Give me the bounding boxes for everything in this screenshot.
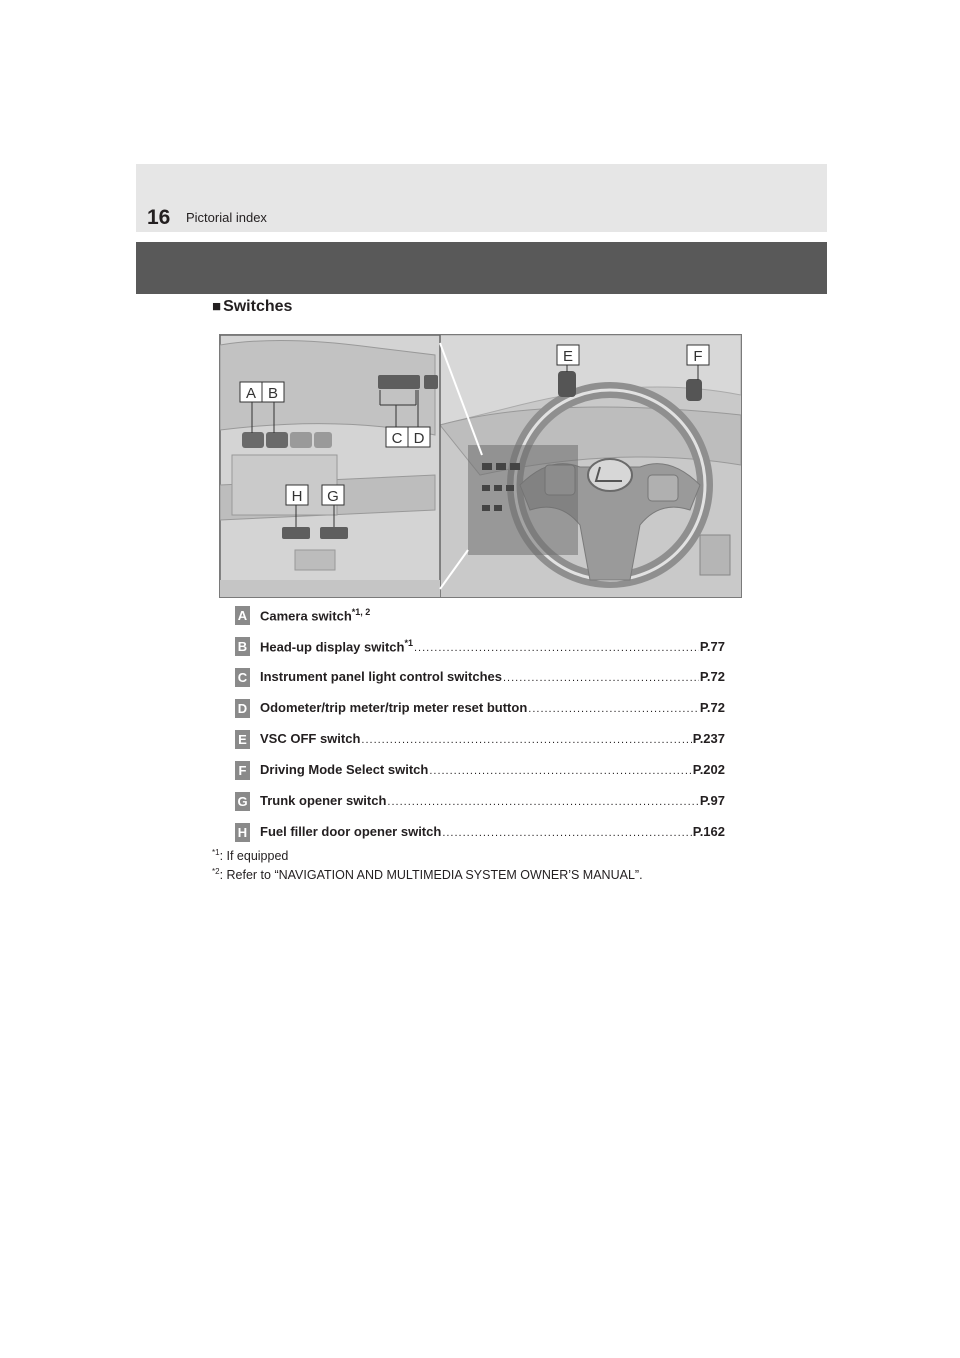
callout-f: F <box>693 348 703 365</box>
section-band <box>136 242 827 294</box>
list-item <box>235 728 725 752</box>
list-item <box>235 790 725 814</box>
dot-leader <box>528 703 699 715</box>
fuel-door-switch-shape <box>282 527 310 539</box>
item-letter-badge: E <box>235 730 250 749</box>
callout-d: D <box>413 430 425 447</box>
item-label: Trunk opener switch <box>260 793 387 808</box>
item-letter-badge: H <box>235 823 250 842</box>
callout-h: H <box>291 488 303 505</box>
callout-a: A <box>245 385 257 402</box>
heading-text: Switches <box>223 298 293 315</box>
page-reference[interactable]: P.162 <box>692 824 725 839</box>
callout-g: G <box>327 488 339 505</box>
dot-leader <box>442 827 691 839</box>
switch-index-list <box>235 604 725 852</box>
item-letter-badge: A <box>235 606 250 625</box>
item-letter-badge: G <box>235 792 250 811</box>
footnotes <box>212 848 643 886</box>
dot-leader <box>429 765 691 777</box>
odometer-button-shape <box>424 375 438 389</box>
item-letter-badge: C <box>235 668 250 687</box>
drive-mode-switch-shape <box>686 379 702 401</box>
subsection-heading <box>212 298 292 316</box>
page-number: 16 <box>147 206 171 229</box>
page-reference[interactable]: P.77 <box>699 639 725 655</box>
item-label: Instrument panel light control switches <box>260 669 502 684</box>
item-label: Camera switch$^{*1, 2}$ <box>260 607 371 624</box>
item-letter-badge: F <box>235 761 250 780</box>
item-label: Odometer/trip meter/trip meter reset button <box>260 700 528 715</box>
page-reference[interactable]: P.72 <box>699 700 725 715</box>
item-letter-badge: B <box>235 637 250 656</box>
dot-leader <box>503 672 699 684</box>
dot-leader <box>361 734 691 746</box>
list-item <box>235 759 725 783</box>
item-letter-badge: D <box>235 699 250 718</box>
item-label: Driving Mode Select switch <box>260 762 429 777</box>
heading-marker: ■ <box>212 298 222 315</box>
dot-leader <box>387 796 699 808</box>
light-control-shape <box>378 375 420 389</box>
page-reference[interactable]: P.97 <box>699 793 725 808</box>
callout-b: B <box>267 385 279 402</box>
list-item <box>235 821 725 845</box>
list-item <box>235 604 725 628</box>
item-label: VSC OFF switch <box>260 731 361 746</box>
dot-leader <box>414 642 699 654</box>
list-item <box>235 635 725 659</box>
callout-c: C <box>391 430 403 447</box>
list-item <box>235 666 725 690</box>
dashboard-drawing <box>220 335 741 597</box>
footnote-1: $^{*1}$: If equipped <box>212 848 289 864</box>
page-reference[interactable]: P.72 <box>699 669 725 684</box>
switches-illustration <box>219 334 742 598</box>
footnote-ref: *1 <box>404 638 413 648</box>
item-label: Head-up display switch$^{*1}$ <box>260 638 413 655</box>
page-reference[interactable]: P.202 <box>692 762 725 777</box>
callout-e: E <box>562 348 574 365</box>
page-header <box>136 164 827 232</box>
footnote-2: $^{*2}$: Refer to “NAVIGATION AND MULTIMEDIA SYSTEM OWNER’S MANUAL”. <box>212 867 643 883</box>
camera-switch-shape <box>242 432 264 448</box>
vsc-switch-shape <box>558 371 576 397</box>
item-label: Fuel filler door opener switch <box>260 824 442 839</box>
footnote-ref: *1, 2 <box>351 607 371 617</box>
hud-switch-shape <box>266 432 288 448</box>
list-item <box>235 697 725 721</box>
section-title: Pictorial index <box>186 210 267 225</box>
trunk-switch-shape <box>320 527 348 539</box>
page-reference[interactable]: P.237 <box>692 731 725 746</box>
